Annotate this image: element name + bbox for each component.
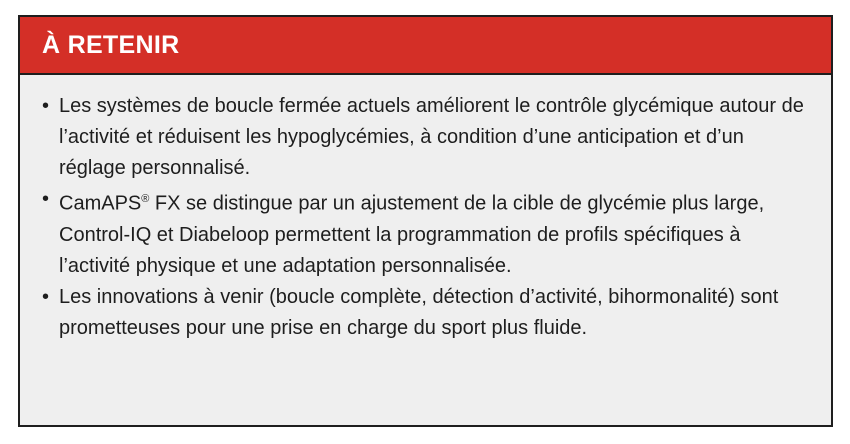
bullet-text-rest: FX se distingue par un ajustement de la cible de glycémie plus large, Control-IQ et Diabeloop permettent la programmation de profils spécifiques à l’activité physique et une adaptation personnalisée. [59,192,765,277]
bullet-marker: • [42,285,50,308]
bullet-text [59,184,811,282]
bullet-item [42,91,811,184]
registered-mark: ® [141,193,150,205]
product-name: CamAPS [59,192,142,215]
bullet-text: Les innovations à venir (boucle complète, détection d’activité, bihormonalité) sont prometteuses pour une prise en charge du sport plus fluide. [59,285,779,339]
bullet-marker: • [42,95,50,117]
bullet-item [42,282,811,344]
box-title: À RETENIR [42,30,180,59]
key-points-box [18,15,833,427]
bullet-list [20,75,831,344]
bullet-item [42,184,811,282]
bullet-text: Les systèmes de boucle fermée actuels améliorent le contrôle glycémique autour de l’activité et réduisent les hypoglycémies, à condition d’une anticipation et d’un réglage personnalisé. [59,95,804,179]
box-header [20,17,831,75]
bullet-marker: • [42,188,50,210]
